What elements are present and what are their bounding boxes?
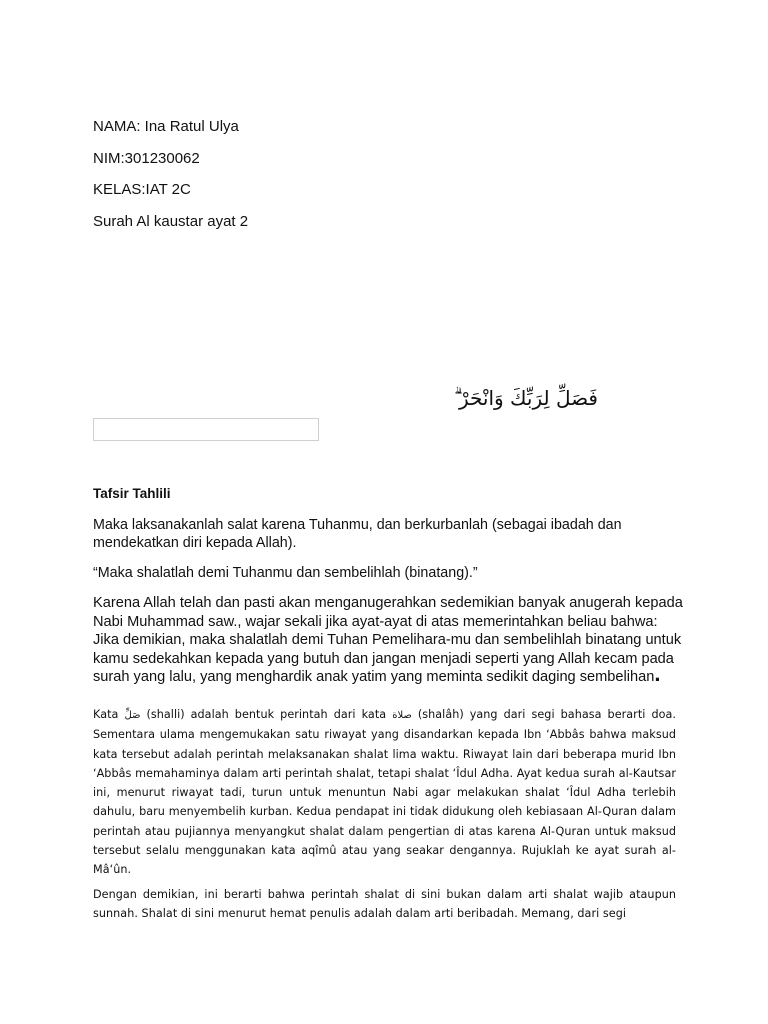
- arabic-word-shalli: صَلِّ: [124, 710, 141, 721]
- verse-quote: “Maka shalatlah demi Tuhanmu dan sembelihlah (binatang).”: [93, 565, 478, 581]
- student-nim: NIM:301230062: [93, 150, 200, 167]
- arabic-word-shalah: صلاة: [392, 710, 412, 721]
- student-name: NAMA: Ina Ratul Ulya: [93, 118, 239, 135]
- body-paragraph-2: Dengan demikian, ini berarti bahwa perintah shalat di sini bukan dalam arti shalat wajib ataupun sunnah. Shalat di sini menurut hemat penulis adalah dalam arti beribadah. Memang, dari segi: [93, 888, 676, 921]
- explanation-paragraph: [93, 594, 683, 687]
- explanation-period: .: [654, 661, 661, 686]
- explanation-text: Karena Allah telah dan pasti akan menganugerahkan sedemikian banyak anugerah kepada Nabi Muhammad saw., wajar sekali jika ayat-ayat di atas memerintahkan beliau bahwa: Jika demikian, maka shalatlah demi Tuhan Pemelihara-mu dan sembelihlah binatang untuk kamu sedekahkan kepada yang butuh dan jangan menjadi seperti yang Allah kecam pada surah yang lalu, yang menghardik anak yatim yang meminta sedikit daging sembelihan: [93, 595, 683, 685]
- surah-heading: Surah Al kaustar ayat 2: [93, 213, 249, 230]
- verse-translation: Maka laksanakanlah salat karena Tuhanmu, dan berkurbanlah (sebagai ibadah dan mendekatkan diri kepada Allah).: [93, 517, 622, 551]
- p1-prefix: Kata: [93, 708, 125, 721]
- p1-rest: (shalâh) yang dari segi bahasa berarti doa. Sementara ulama mengemukakan satu riwayat yang disandarkan kepada Ibn ‘Abbâs bahwa maksud kata tersebut adalah perintah melaksanakan shalat lima waktu. Riwayat lain dari beberapa murid Ibn ‘Abbâs memahaminya dalam arti perintah shalat, tetapi shalat ‘Îdul Adha. Ayat kedua surah al-Kautsar ini, menurut riwayat tadi, turun untuk menuntun Nabi agar melakukan shalat ‘Îdul Adha terlebih dahulu, baru menyembelih kurban. Kedua pendapat ini tidak didukung oleh kebiasaan Al-Quran dalam perintah atau pujiannya menyangkut shalat dalam pengertian di atas karena Al-Quran untuk maksud tersebut selalu menggunakan kata aqîmû atau yang seakar dengannya. Rujuklah ke ayat surah al-Mâ‘ûn.: [93, 708, 677, 877]
- p1-mid: (shalli) adalah bentuk perintah dari kata: [140, 708, 393, 721]
- section-title: Tafsir Tahlili: [93, 486, 171, 501]
- empty-text-box: [93, 418, 319, 441]
- body-paragraph-1: [93, 705, 676, 880]
- arabic-verse: فَصَلِّ لِرَبِّكَ وَانْحَرْ ۗ: [453, 386, 598, 410]
- student-class: KELAS:IAT 2C: [93, 181, 191, 198]
